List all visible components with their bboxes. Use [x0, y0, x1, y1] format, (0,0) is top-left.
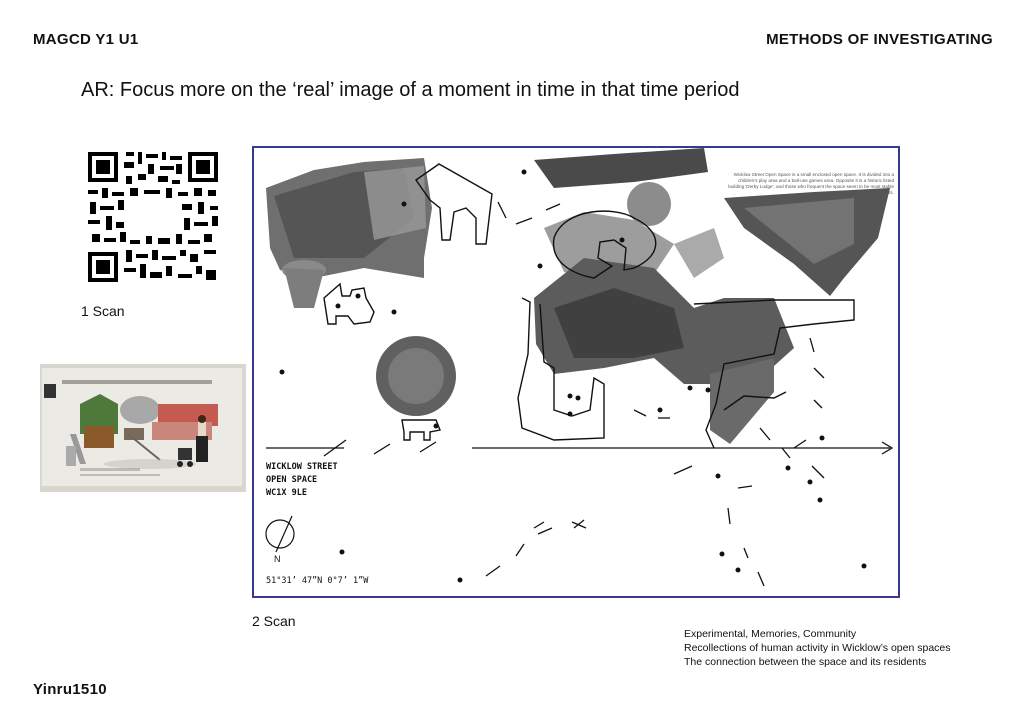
map-panel[interactable]: [252, 146, 900, 598]
map-drawing: [254, 148, 900, 598]
scan-label-2: 2 Scan: [252, 613, 296, 629]
qr-code-graphic: [86, 150, 220, 284]
qr-code-icon[interactable]: [86, 150, 220, 284]
section-title: METHODS OF INVESTIGATING: [766, 31, 993, 48]
map-description: Wicklow Street Open Space is a small enclosed open space. It is divided into a children's play area and a ball-use games area. Opposite it is a historic listed building 'Derby Lodge', and those who frequent the space seem to be most stable linked to its inhabitants.: [728, 172, 894, 195]
scan-label-1: 1 Scan: [81, 303, 125, 319]
keywords-block: [684, 627, 951, 669]
street-line-1: WICKLOW STREET: [266, 462, 338, 472]
page-headline: AR: Focus more on the ‘real’ image of a moment in time in that time period: [81, 79, 740, 101]
north-arrow-icon: [266, 516, 294, 552]
exhibition-photo: [40, 364, 246, 492]
street-label: [266, 461, 338, 500]
keyword-line-2: Recollections of human activity in Wicklow’s open spaces: [684, 642, 951, 654]
svg-text:N: N: [274, 554, 281, 564]
street-line-3: WC1X 9LE: [266, 488, 307, 498]
keyword-line-1: Experimental, Memories, Community: [684, 628, 857, 640]
course-code: MAGCD Y1 U1: [33, 31, 139, 48]
keyword-line-3: The connection between the space and its residents: [684, 656, 927, 668]
map-coordinates: 51°31’ 47”N 0°7’ 1”W: [266, 576, 369, 586]
author-id: Yinru1510: [33, 681, 107, 698]
street-line-2: OPEN SPACE: [266, 475, 318, 485]
